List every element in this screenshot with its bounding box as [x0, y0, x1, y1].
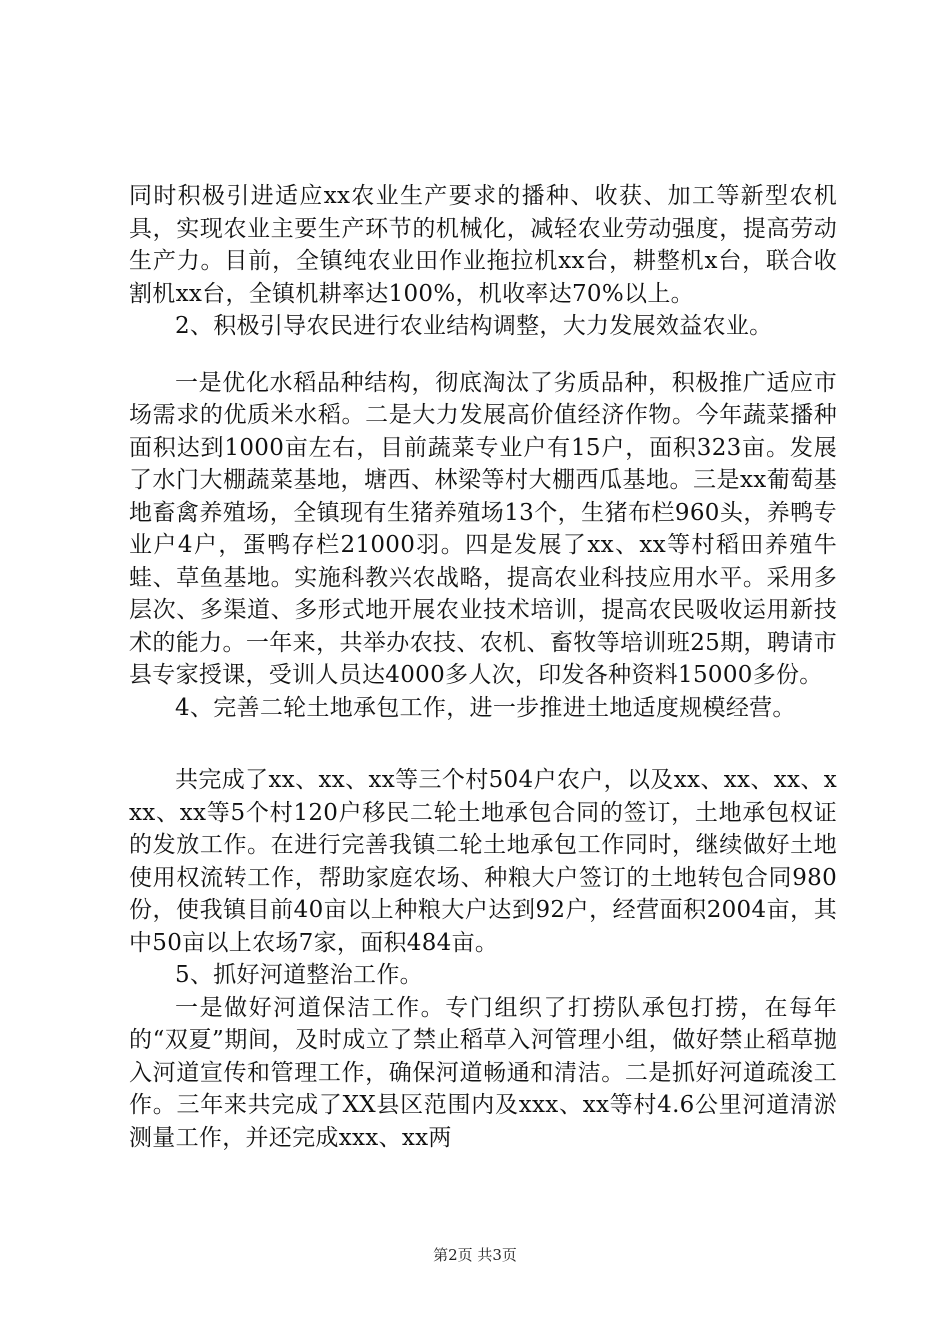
- heading-structure-adjustment: 2、积极引导农民进行农业结构调整，大力发展效益农业。: [175, 313, 773, 339]
- paragraph-spacer: [129, 724, 837, 764]
- paragraph-structure-details: 一是优化水稻品种结构，彻底淘汰了劣质品种，积极推广适应市场需求的优质米水稻。二是大力发展高价值经济作物。今年蔬菜播种面积达到1000亩左右，目前蔬菜专业户有15户，面积323亩。发展了水门大棚蔬菜基地，塘西、林梁等村大棚西瓜基地。三是xx葡萄基地畜禽养殖场，全镇现有生猪养殖场13个，生猪布栏960头，养鸭专业户4户，蛋鸭存栏21000羽。四是发展了xx、xx等村稻田养殖牛蛙、草鱼基地。实施科教兴农战略，提高农业科技应用水平。采用多层次、多渠道、多形式地开展农业技术培训，提高农民吸收运用新技术的能力。一年来，共举办农技、农机、畜牧等培训班25期，聘请市县专家授课，受训人员达4000多人次，印发各种资料15000多份。: [129, 369, 837, 688]
- paragraph-river-management-details: 一是做好河道保洁工作。专门组织了打捞队承包打捞，在每年的“双夏”期间，及时成立了禁止稻草入河管理小组，做好禁止稻草抛入河道宣传和管理工作，确保河道畅通和清洁。二是抓好河道疏浚工作。三年来共完成了XX县区范围内及xxx、xx等村4.6公里河道清淤测量工作，并还完成xxx、xx两: [129, 994, 837, 1151]
- heading-land-contract: 4、完善二轮土地承包工作，进一步推进土地适度规模经营。: [175, 694, 796, 721]
- document-body: [129, 180, 837, 1154]
- paragraph-machinery: 同时积极引进适应xx农业生产要求的播种、收获、加工等新型农机具，实现农业主要生产环节的机械化，减轻农业劳动强度，提高劳动生产力。目前，全镇纯农业田作业拖拉机xx台，耕整机x台，联合收割机xx台，全镇机耕率达100%，机收率达70%以上。: [129, 183, 837, 307]
- paragraph-land-contract-details: 共完成了xx、xx、xx等三个村504户农户，以及xx、xx、xx、xxx、xx等5个村120户移民二轮土地承包合同的签订，土地承包权证的发放工作。在进行完善我镇二轮土地承包工作同时，继续做好土地使用权流转工作，帮助家庭农场、种粮大户签订的土地转包合同980份，使我镇目前40亩以上种粮大户达到92户，经营面积2004亩，其中50亩以上农场7家，面积484亩。: [129, 767, 837, 956]
- paragraph-spacer: [129, 343, 837, 367]
- page-number-footer: 第2页 共3页: [433, 1246, 517, 1264]
- heading-river-management: 5、抓好河道整治工作。: [175, 962, 423, 988]
